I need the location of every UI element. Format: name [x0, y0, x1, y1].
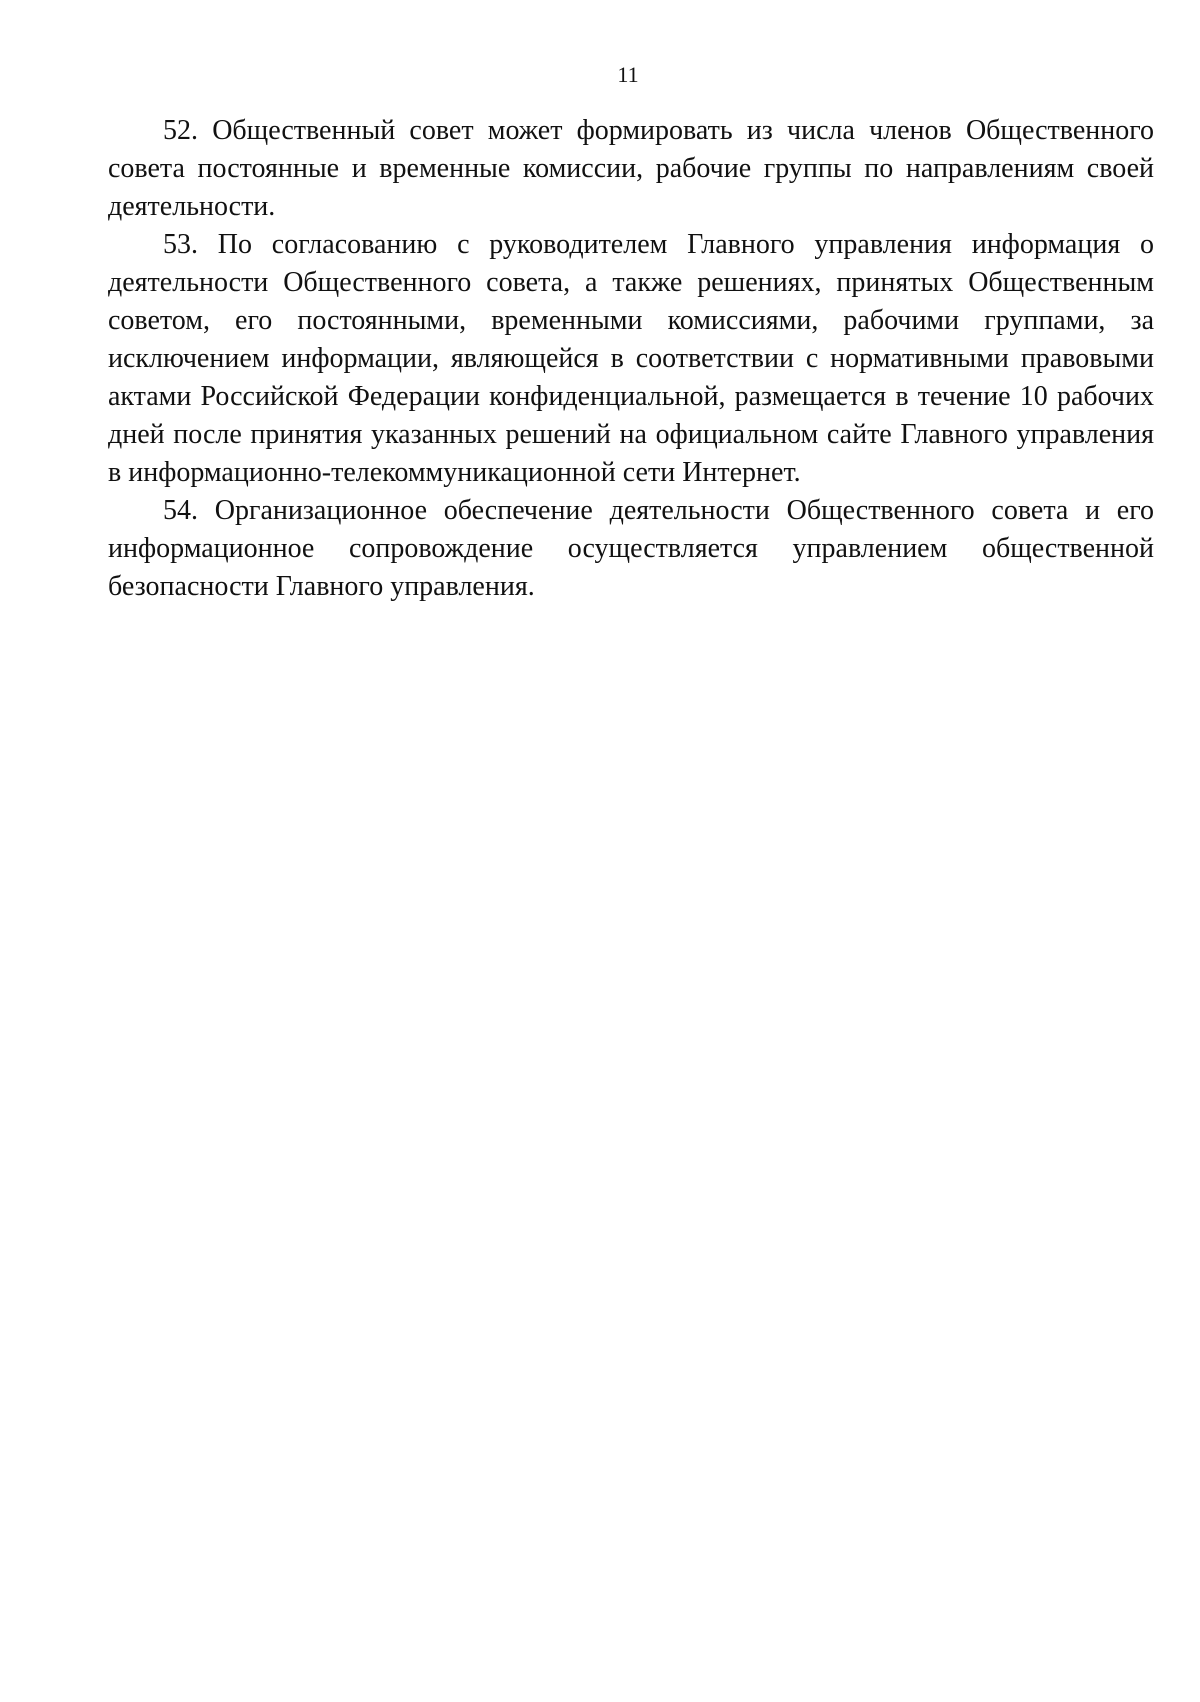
paragraph-52: [108, 112, 1154, 226]
paragraph-text: По согласованию с руководителем Главного управления информация о деятельности Общественного совета, а также решениях, принятых Общественным советом, его постоянными, временными комиссиями, рабочими группами, за исключением информации, являющейся в соответствии с нормативными правовыми актами Российской Федерации конфиденциальной, размещается в течение 10 рабочих дней после принятия указанных решений на официальном сайте Главного управления в информационно-телекоммуникационной сети Интернет.: [108, 229, 1154, 488]
paragraph-number: 52.: [163, 115, 198, 146]
document-body: [108, 112, 1154, 606]
paragraph-53: [108, 226, 1154, 492]
paragraph-text: Организационное обеспечение деятельности Общественного совета и его информационное сопровождение осуществляется управлением общественной безопасности Главного управления.: [108, 495, 1155, 602]
paragraph-text: Общественный совет может формировать из числа членов Общественного совета постоянные и временные комиссии, рабочие группы по направлениям своей деятельности.: [108, 115, 1155, 222]
paragraph-number: 53.: [163, 229, 198, 260]
paragraph-54: [108, 492, 1154, 606]
page-number: 11: [617, 62, 639, 87]
paragraph-number: 54.: [163, 495, 198, 526]
